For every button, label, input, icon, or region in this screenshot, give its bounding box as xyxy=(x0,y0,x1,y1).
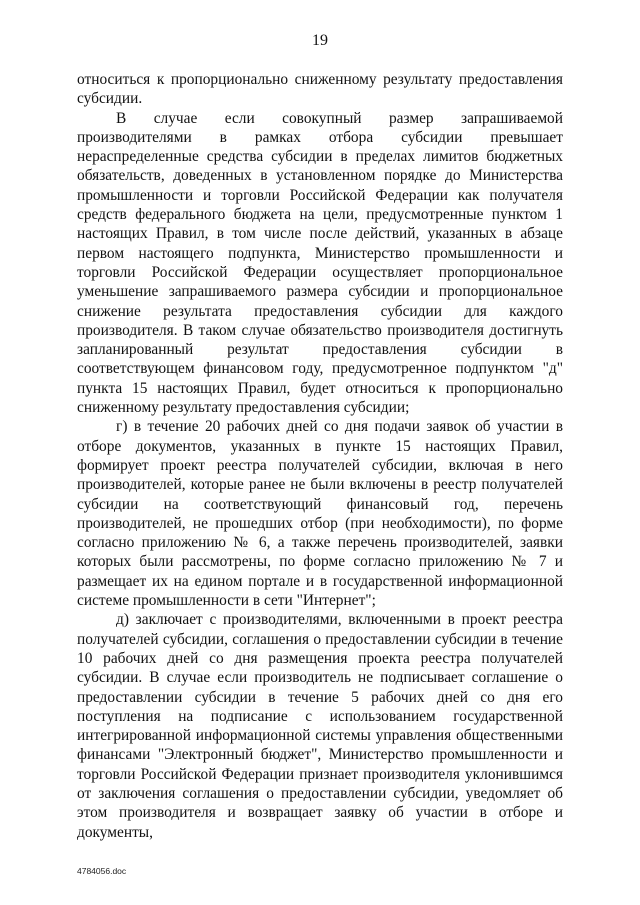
document-file-code: 4784056.doc xyxy=(77,866,127,876)
paragraph-subclause-g: г) в течение 20 рабочих дней со дня подачи заявок об участии в отборе документов, указанных в пункте 15 настоящих Правил, формирует проект реестра получателей субсидии, включая в него производителей, которые ранее не были включены в реестр получателей субсидии на соответствующий финансовый год, перечень производителей, не прошедших отбор (при необходимости), по форме согласно приложению № 6, а также перечень производителей, заявки которых были рассмотрены, по форме согласно приложению № 7 и размещает их на едином портале и в государственной информационной системе промышленности в сети "Интернет"; xyxy=(77,418,563,610)
document-body xyxy=(77,70,563,842)
paragraph-budget-limits: В случае если совокупный размер запрашиваемой производителями в рамках отбора субсидии превышает нераспределенные средства субсидии в пределах лимитов бюджетных обязательств, доведенных в установленном порядке до Министерства промышленности и торговли Российской Федерации как получателя средств федерального бюджета на цели, предусмотренные пунктом 1 настоящих Правил, в том числе после действий, указанных в абзаце первом настоящего подпункта, Министерство промышленности и торговли Российской Федерации осуществляет пропорциональное уменьшение запрашиваемого размера субсидии и пропорциональное снижение результата предоставления субсидии для каждого производителя. В таком случае обязательство производителя достигнуть запланированный результат предоставления субсидии в соответствующем финансовом году, предусмотренное подпунктом "д" пункта 15 настоящих Правил, будет относиться к пропорционально сниженному результату предоставления субсидии; xyxy=(77,109,563,417)
paragraph-continuation: относиться к пропорционально сниженному результату предоставления субсидии. xyxy=(77,71,563,108)
paragraph-subclause-d: д) заключает с производителями, включенными в проект реестра получателей субсидии, соглашения о предоставлении субсидии в течение 10 рабочих дней со дня размещения проекта реестра получателей субсидии. В случае если производитель не подписывает соглашение о предоставлении субсидии в течение 5 рабочих дней со дня его поступления на подписание с использованием государственной интегрированной информационной системы управления общественными финансами "Электронный бюджет", Министерство промышленности и торговли Российской Федерации признает производителя уклонившимся от заключения соглашения о предоставлении субсидии, уведомляет об этом производителя и возвращает заявку об участии в отборе и документы, xyxy=(77,611,563,841)
page-number: 19 xyxy=(312,32,328,49)
